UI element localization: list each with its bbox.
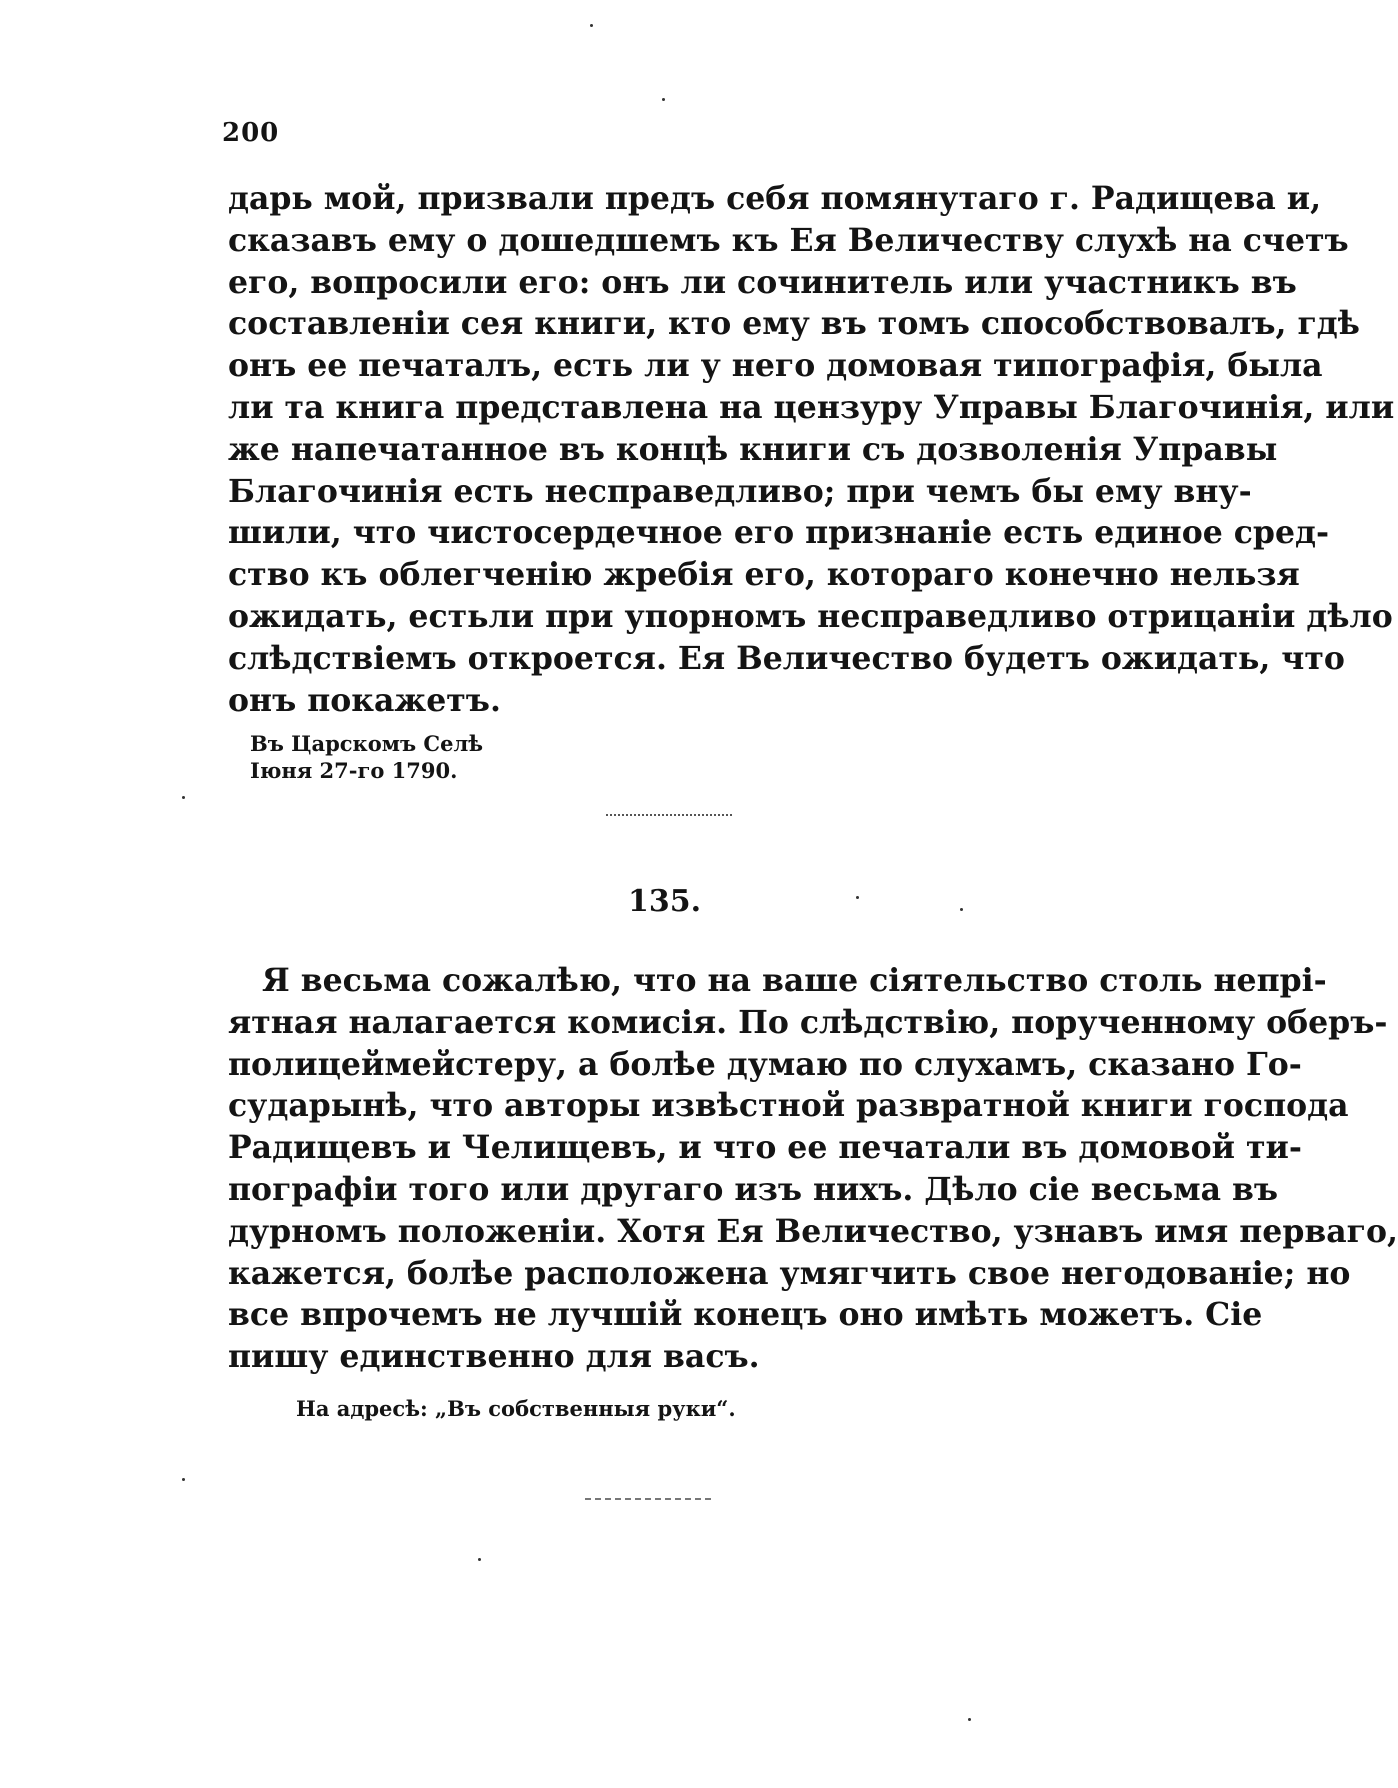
text-line: дурномъ положеніи. Хотя Ея Величество, узнавъ имя перваго, (228, 1212, 1398, 1250)
text-line: ли та книга представлена на цензуру Управы Благочинія, или (228, 388, 1395, 426)
text-line: слѣдствіемъ откроется. Ея Величество будетъ ожидать, что (228, 639, 1345, 677)
text-line: ятная налагается комисія. По слѣдствію, порученному оберъ- (228, 1003, 1388, 1041)
text-line: ство къ облегченію жребія его, котораго конечно нельзя (228, 556, 1300, 594)
text-line: ожидать, естьли при упорномъ несправедливо отрицаніи дѣло (228, 597, 1393, 635)
letter-134-body (228, 178, 1395, 721)
text-line: онъ ее печаталъ, есть ли у него домовая типографія, была (228, 347, 1323, 385)
scan-speck (478, 1558, 481, 1561)
scan-speck (960, 908, 963, 911)
scan-speck (968, 1718, 971, 1721)
text-line: пографіи того или другаго изъ нихъ. Дѣло сіе весьма въ (228, 1170, 1279, 1208)
section-number: 135. (628, 884, 702, 919)
text-line: сказавъ ему о дошедшемъ къ Ея Величеству слухѣ на счетъ (228, 221, 1349, 259)
end-divider (585, 1498, 711, 1500)
text-line: дарь мой, призвали предъ себя помянутаго г. Радищева и, (228, 180, 1322, 217)
text-line: пишу единственно для васъ. (228, 1338, 760, 1376)
text-line: шили, что чистосердечное его признаніе есть единое сред- (228, 514, 1330, 552)
text-line: полицеймейстеру, а болѣе думаю по слухамъ, сказано Го- (228, 1045, 1302, 1083)
page-number: 200 (222, 118, 280, 148)
letter-135-body (228, 960, 1398, 1378)
text-line: онъ покажетъ. (228, 681, 501, 719)
letter-place: Въ Царскомъ Селѣ (250, 731, 484, 756)
text-line: составленіи сея книги, кто ему въ томъ способствовалъ, гдѣ (228, 305, 1360, 343)
text-line: сударынѣ, что авторы извѣстной развратной книги господа (228, 1087, 1349, 1125)
text-line: кажется, болѣе расположена умягчить свое негодованіе; но (228, 1254, 1351, 1292)
scan-speck (662, 98, 665, 101)
scan-speck (856, 896, 859, 899)
text-line: его, вопросили его: онъ ли сочинитель или участникъ въ (228, 263, 1297, 301)
scan-speck (590, 24, 593, 27)
text-line: Радищевъ и Челищевъ, и что ее печатали въ домовой ти- (228, 1129, 1302, 1167)
letter-date: Іюня 27-го 1790. (250, 758, 458, 783)
section-divider (606, 814, 732, 816)
text-line: все впрочемъ не лучшій конецъ оно имѣть можетъ. Сіе (228, 1296, 1263, 1334)
text-line: Я весьма сожалѣю, что на ваше сіятельство столь непрі- (262, 962, 1327, 999)
scan-speck (182, 1478, 185, 1481)
address-note: На адресѣ: „Въ собственныя руки“. (296, 1396, 736, 1421)
scan-speck (182, 796, 185, 799)
text-line: же напечатанное въ концѣ книги съ дозволенія Управы (228, 430, 1278, 468)
text-line: Благочинія есть несправедливо; при чемъ бы ему вну- (228, 472, 1252, 510)
